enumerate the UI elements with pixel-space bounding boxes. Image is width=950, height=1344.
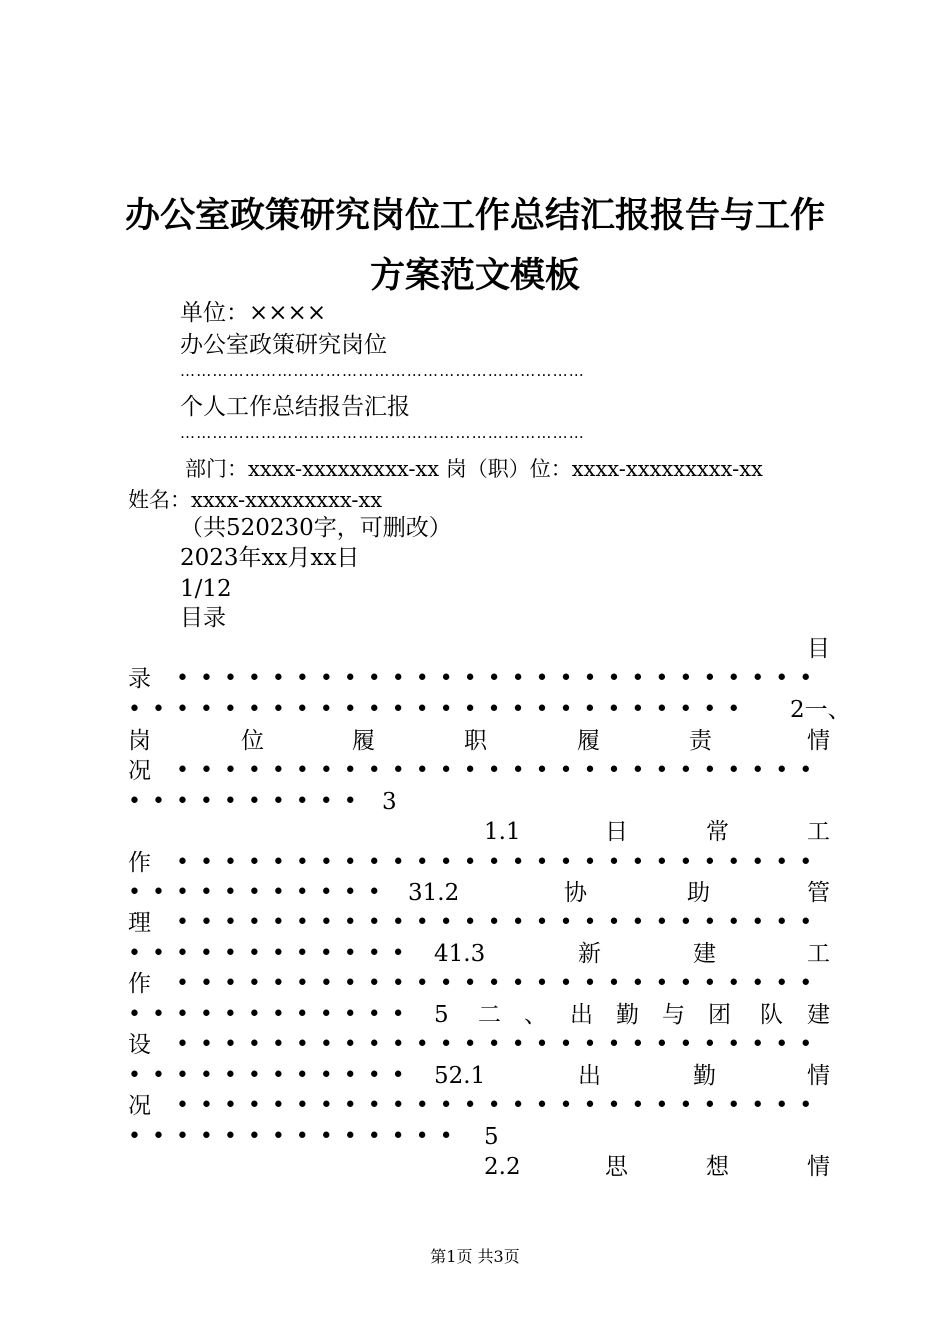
dotted-separator-2: ………………………………………………………………… xyxy=(180,424,585,442)
toc-char: 工 xyxy=(807,941,830,967)
toc-char: 情 xyxy=(807,728,830,754)
toc-leader-dots: • • • • • • • • • • • • • • • • • • • • • • • • • • • xyxy=(176,758,815,783)
toc-leader-dots: • • • • • • • • • • • xyxy=(128,880,383,905)
position-line: 办公室政策研究岗位 xyxy=(180,332,387,358)
toc-char: 岗 xyxy=(128,728,151,754)
toc-leader-dots: • • • • • • • • • • • • xyxy=(128,1063,407,1088)
toc-char: 职 xyxy=(464,728,487,754)
toc-entry-number: 41.3 xyxy=(434,941,486,967)
toc-char: 情 xyxy=(807,1063,830,1089)
toc-char: 责 xyxy=(689,728,712,754)
toc-row-18 xyxy=(128,1152,830,1182)
page-marker: 1/12 xyxy=(180,576,232,602)
toc-char: 履 xyxy=(577,728,600,754)
toc-page-number: 3 xyxy=(382,789,397,815)
toc-page-number: 5 xyxy=(434,1002,449,1028)
toc-char: 、 xyxy=(524,1002,547,1028)
toc-leader-dots: • • • • • • • • • • • • • • • • • • • • • • • • • • • xyxy=(176,1032,815,1057)
toc-entry-number: 52.1 xyxy=(434,1063,486,1089)
toc-heading: 目录 xyxy=(180,605,226,631)
toc-row-1 xyxy=(128,634,830,664)
toc-char: 常 xyxy=(706,819,729,845)
toc-leader-dots: • • • • • • • • • • • • • • xyxy=(128,1124,455,1149)
toc-char: 协 xyxy=(564,880,587,906)
toc-char: 情 xyxy=(807,1154,830,1180)
toc-char: 与 xyxy=(662,1002,685,1028)
toc-char: 建 xyxy=(807,1002,830,1028)
toc-char: 位 xyxy=(241,728,264,754)
document-title-line-1: 办公室政策研究岗位工作总结汇报报告与工作 xyxy=(124,196,825,236)
toc-text: 作 xyxy=(128,850,151,876)
toc-row-16 xyxy=(128,1091,830,1121)
department-line: 部门：xxxx-xxxxxxxxx-xx 岗（职）位：xxxx-xxxxxxxxx-xx xyxy=(185,457,763,481)
toc-char: 勤 xyxy=(693,1063,716,1089)
toc-char: 助 xyxy=(687,880,710,906)
name-line: 姓名：xxxx-xxxxxxxxx-xx xyxy=(128,488,383,512)
toc-leader-dots: • • • • • • • • • • xyxy=(128,789,359,814)
toc-char: 勤 xyxy=(616,1002,639,1028)
toc-char: 管 xyxy=(807,880,830,906)
document-title-line-2: 方案范文模板 xyxy=(369,256,580,296)
toc-char: 队 xyxy=(760,1002,783,1028)
toc-char: 履 xyxy=(352,728,375,754)
toc-text: 设 xyxy=(128,1032,151,1058)
toc-leader-dots: • • • • • • • • • • • • • • • • • • • • • • • • • • • xyxy=(176,971,815,996)
toc-row-6 xyxy=(128,787,830,817)
toc-row-14 xyxy=(128,1030,830,1060)
toc-row-7 xyxy=(128,817,830,847)
toc-leader-dots: • • • • • • • • • • • • • • • • • • • • • • • • • • • xyxy=(176,666,815,691)
toc-text: 录 xyxy=(128,666,151,692)
toc-leader-dots: • • • • • • • • • • • • • • • • • • • • • • • • • • • xyxy=(176,850,815,875)
toc-row-13 xyxy=(128,1000,830,1030)
toc-row-3 xyxy=(128,695,851,725)
toc-row-5 xyxy=(128,756,830,786)
toc-page-number: 5 xyxy=(484,1124,499,1150)
toc-leader-dots: • • • • • • • • • • • • xyxy=(128,941,407,966)
toc-leader-dots: • • • • • • • • • • • • xyxy=(128,1002,407,1027)
toc-char: 思 xyxy=(605,1154,628,1180)
toc-row-12 xyxy=(128,969,830,999)
toc-char: 想 xyxy=(706,1154,729,1180)
toc-char: 团 xyxy=(708,1002,731,1028)
word-count-line: （共520230字，可删改） xyxy=(180,515,452,541)
toc-char: 1.1 xyxy=(484,819,521,845)
toc-page-number: 2一、 xyxy=(790,697,851,723)
toc-char: 二 xyxy=(478,1002,501,1028)
toc-row-15 xyxy=(128,1061,830,1091)
toc-text: 理 xyxy=(128,910,151,936)
toc-row-4 xyxy=(128,726,830,756)
toc-leader-dots: • • • • • • • • • • • • • • • • • • • • • • • • • • • xyxy=(176,1093,815,1118)
toc-row-9 xyxy=(128,878,830,908)
toc-char: 出 xyxy=(570,1002,593,1028)
toc-leader-dots: • • • • • • • • • • • • • • • • • • • • • • • • • • xyxy=(128,697,743,722)
toc-char: 日 xyxy=(605,819,628,845)
toc-text: 况 xyxy=(128,1093,151,1119)
toc-char: 新 xyxy=(578,941,601,967)
page-footer: 第1页 共3页 xyxy=(430,1247,520,1266)
toc-row-2 xyxy=(128,664,830,694)
toc-char: 建 xyxy=(693,941,716,967)
toc-row-17 xyxy=(128,1122,830,1152)
toc-char: 出 xyxy=(578,1063,601,1089)
toc-entry-number: 2.2 xyxy=(484,1154,521,1180)
report-type-line: 个人工作总结报告汇报 xyxy=(180,394,410,420)
toc-row-10 xyxy=(128,908,830,938)
date-line: 2023年xx月xx日 xyxy=(180,545,360,571)
toc-row-11 xyxy=(128,939,830,969)
toc-entry-number: 31.2 xyxy=(408,880,460,906)
toc-row-8 xyxy=(128,848,830,878)
dotted-separator-1: ………………………………………………………………… xyxy=(180,362,585,380)
unit-line: 单位：×××× xyxy=(180,300,327,326)
toc-char: 工 xyxy=(807,819,830,845)
toc-text: 况 xyxy=(128,758,151,784)
toc-text: 目 xyxy=(807,636,830,662)
toc-leader-dots: • • • • • • • • • • • • • • • • • • • • • • • • • • • xyxy=(176,910,815,935)
toc-text: 作 xyxy=(128,971,151,997)
